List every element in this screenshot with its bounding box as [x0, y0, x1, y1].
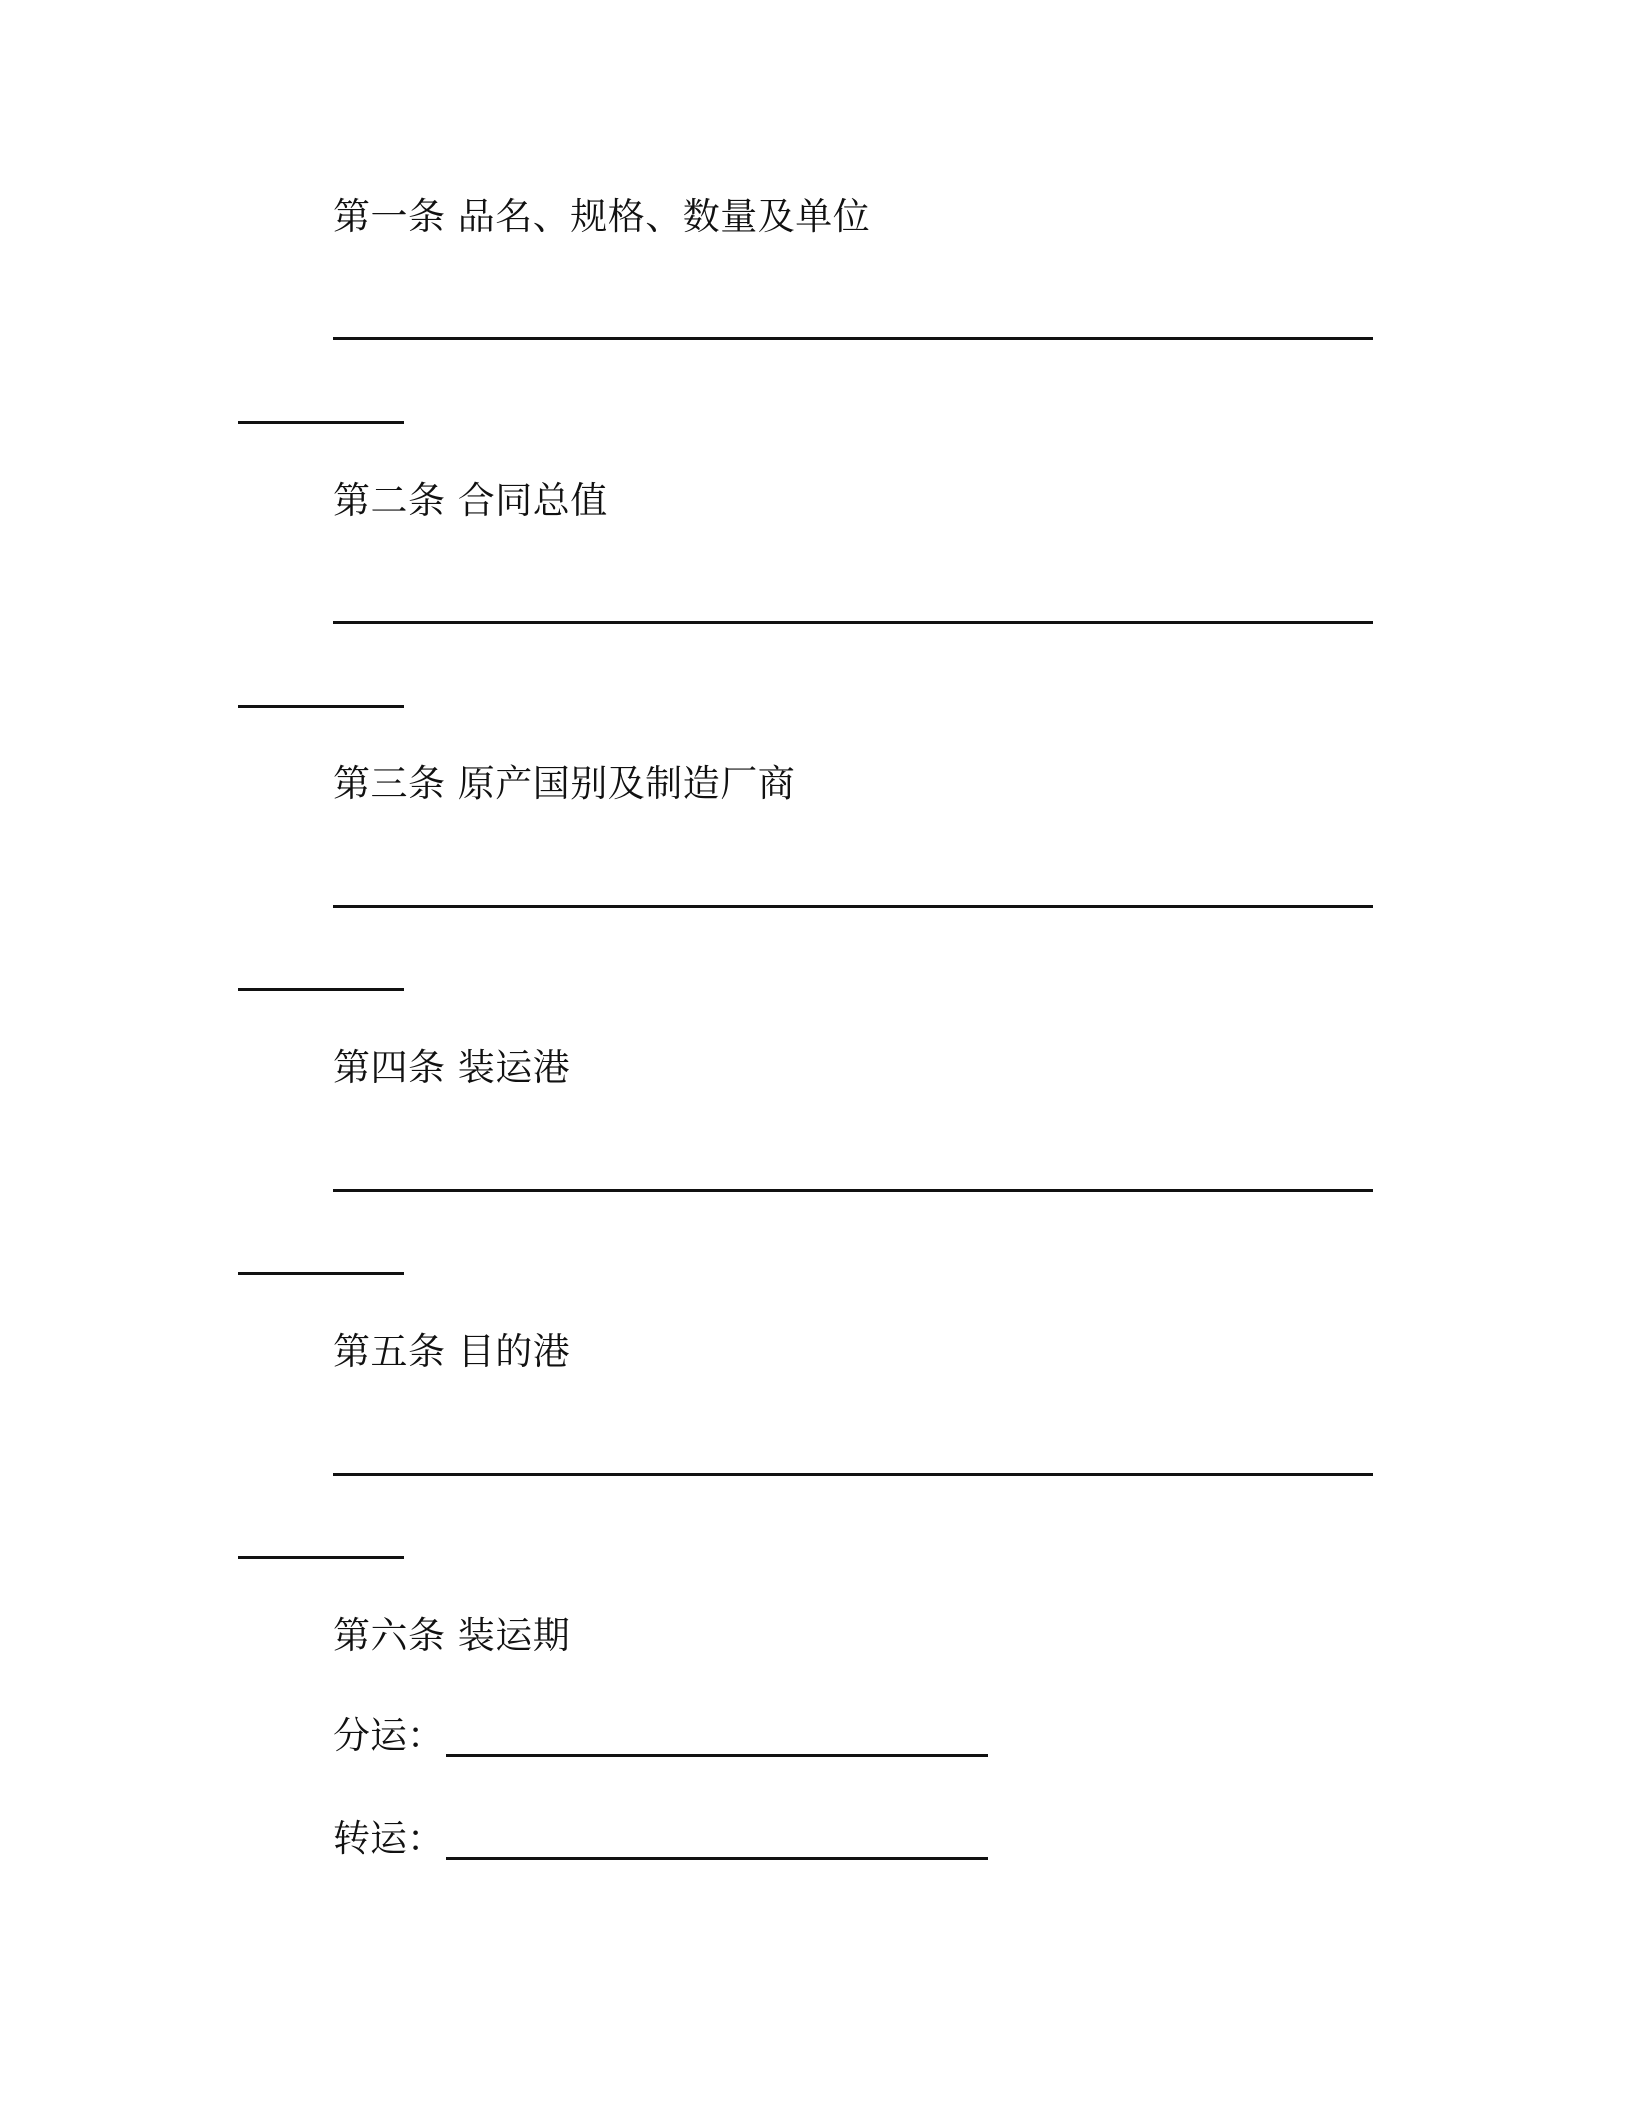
transshipment-label: 转运：: [333, 1817, 444, 1860]
article-1-blank-line: [333, 337, 1373, 340]
article-4-blank-line-continued: [238, 1272, 404, 1275]
transshipment-blank-line: [446, 1857, 988, 1860]
article-4-blank-line: [333, 1189, 1373, 1192]
article-3-blank-line: [333, 905, 1373, 908]
article-3-heading: 第三条 原产国别及制造厂商: [333, 762, 796, 805]
article-5-blank-line-continued: [238, 1556, 404, 1559]
article-2-blank-line: [333, 621, 1373, 624]
article-5-blank-line: [333, 1473, 1373, 1476]
article-3-blank-line-continued: [238, 988, 404, 991]
article-5-heading: 第五条 目的港: [333, 1330, 571, 1373]
article-6-heading: 第六条 装运期: [333, 1614, 571, 1657]
article-2-blank-line-continued: [238, 705, 404, 708]
article-1-heading: 第一条 品名、规格、数量及单位: [333, 195, 871, 238]
article-1-blank-line-continued: [238, 421, 404, 424]
partial-shipment-label: 分运：: [333, 1714, 444, 1757]
article-2-heading: 第二条 合同总值: [333, 479, 608, 522]
partial-shipment-blank-line: [446, 1754, 988, 1757]
article-4-heading: 第四条 装运港: [333, 1046, 571, 1089]
